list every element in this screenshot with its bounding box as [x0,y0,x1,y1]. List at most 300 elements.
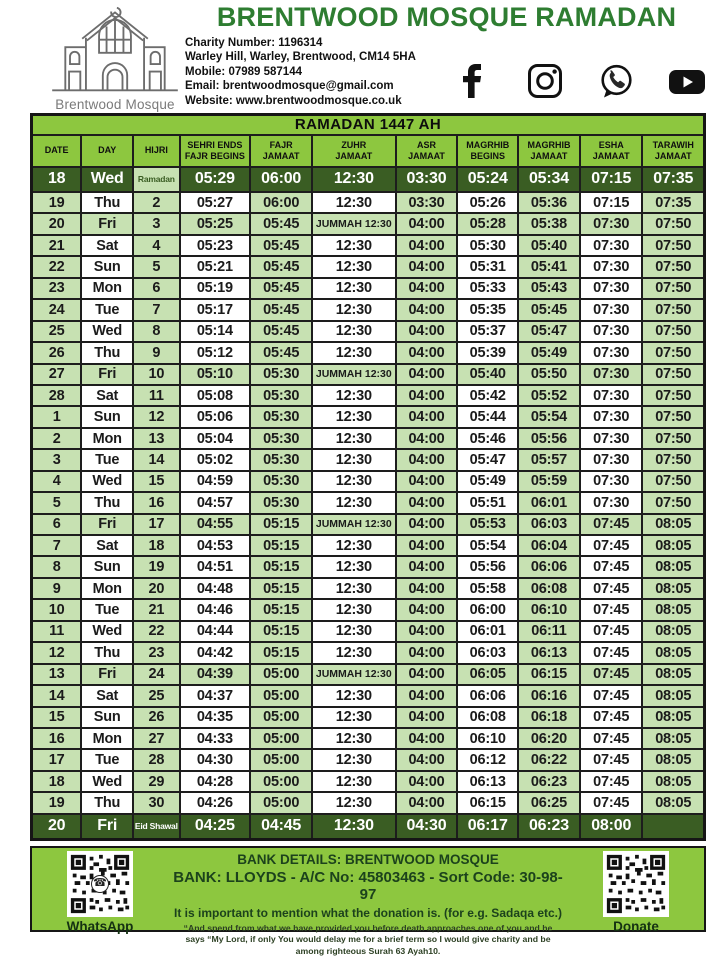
table-header-row [32,135,705,167]
fajr-cell: 05:45 [250,213,312,234]
day-cell: Tue [81,449,133,470]
tarawih-cell: 08:05 [642,707,704,728]
hijri-cell: 20 [133,578,179,599]
day-cell: Wed [81,771,133,792]
tarawih-cell: 07:35 [642,192,704,213]
zuhr-cell: 12:30 [312,749,395,770]
asr-cell: 04:00 [396,728,458,749]
asr-cell: 04:00 [396,578,458,599]
fajr-cell: 05:45 [250,321,312,342]
day-cell: Sun [81,707,133,728]
zuhr-cell: 12:30 [312,642,395,663]
date-cell: 28 [32,385,82,406]
magrhib-begins-cell: 06:03 [457,642,518,663]
magrhib-jamaat-cell: 05:41 [518,256,580,277]
tarawih-cell [642,814,704,840]
facebook-icon[interactable] [455,62,493,100]
magrhib-jamaat-cell: 06:23 [518,814,580,840]
asr-cell: 04:00 [396,364,458,385]
hijri-cell: 7 [133,299,179,320]
col-magrhib-begins [457,135,518,167]
magrhib-jamaat-cell: 06:01 [518,492,580,513]
fajr-cell: 06:00 [250,167,312,193]
table-row [32,642,705,663]
fajr-cell: 05:45 [250,256,312,277]
esha-cell: 08:00 [580,814,643,840]
col-label: BEGINS [470,150,505,161]
table-row [32,685,705,706]
sehri-cell: 05:17 [180,299,251,320]
magrhib-begins-cell: 05:44 [457,406,518,427]
col-label: DATE [44,145,69,156]
whatsapp-qr-block [36,850,164,934]
zuhr-cell: 12:30 [312,621,395,642]
date-cell: 20 [32,814,82,840]
esha-cell: 07:30 [580,278,643,299]
magrhib-begins-cell: 05:42 [457,385,518,406]
asr-cell: 04:00 [396,642,458,663]
hijri-cell: 22 [133,621,179,642]
date-cell: 25 [32,321,82,342]
donation-note: It is important to mention what the donation is. (for e.g. Sadaqa etc.) [173,906,563,920]
magrhib-begins-cell: 05:46 [457,428,518,449]
day-cell: Fri [81,664,133,685]
date-cell: 5 [32,492,82,513]
esha-cell: 07:30 [580,342,643,363]
day-cell: Sat [81,235,133,256]
col-date [32,135,82,167]
esha-cell: 07:30 [580,364,643,385]
day-cell: Sun [81,256,133,277]
zuhr-cell: 12:30 [312,535,395,556]
tarawih-cell: 07:50 [642,342,704,363]
fajr-cell: 05:30 [250,385,312,406]
day-cell: Sat [81,535,133,556]
magrhib-jamaat-cell: 06:06 [518,556,580,577]
magrhib-begins-cell: 06:13 [457,771,518,792]
day-cell: Tue [81,749,133,770]
table-row [32,278,705,299]
date-cell: 13 [32,664,82,685]
table-row [32,621,705,642]
magrhib-begins-cell: 05:28 [457,213,518,234]
zuhr-cell: 12:30 [312,321,395,342]
sehri-cell: 05:29 [180,167,251,193]
table-row [32,728,705,749]
esha-cell: 07:30 [580,299,643,320]
day-cell: Mon [81,728,133,749]
table-row [32,364,705,385]
zuhr-cell: 12:30 [312,471,395,492]
mobile-number: Mobile: 07989 587144 [185,65,302,78]
date-cell: 22 [32,256,82,277]
tarawih-cell: 07:50 [642,385,704,406]
day-cell: Wed [81,621,133,642]
bank-details-panel [30,846,706,956]
fajr-cell: 05:15 [250,514,312,535]
hijri-cell: 15 [133,471,179,492]
fajr-cell: 06:00 [250,192,312,213]
day-cell: Fri [81,514,133,535]
fajr-cell: 05:45 [250,342,312,363]
hijri-cell: Eid Shawal [133,814,179,840]
fajr-cell: 04:45 [250,814,312,840]
hijri-cell: 24 [133,664,179,685]
sehri-cell: 04:57 [180,492,251,513]
hijri-cell: 13 [133,428,179,449]
zuhr-cell: 12:30 [312,599,395,620]
tarawih-cell: 07:50 [642,321,704,342]
email: Email: brentwoodmosque@gmail.com [185,80,394,93]
zuhr-cell: JUMMAH 12:30 [312,664,395,685]
sehri-cell: 04:30 [180,749,251,770]
magrhib-jamaat-cell: 05:36 [518,192,580,213]
day-cell: Tue [81,599,133,620]
table-row [32,707,705,728]
col-label: MAGRHIB [466,139,510,150]
sehri-cell: 05:21 [180,256,251,277]
col-label: JAMAAT [335,150,373,161]
asr-cell: 04:00 [396,213,458,234]
asr-cell: 04:00 [396,256,458,277]
asr-cell: 04:00 [396,771,458,792]
whatsapp-qr-code[interactable] [67,851,133,917]
col-esha-jamaat [580,135,643,167]
zuhr-cell: 12:30 [312,428,395,449]
esha-cell: 07:45 [580,749,643,770]
col-label: JAMAAT [262,150,300,161]
table-row [32,514,705,535]
hijri-cell: 18 [133,535,179,556]
date-cell: 21 [32,235,82,256]
table-banner-row [32,115,705,135]
date-cell: 17 [32,749,82,770]
magrhib-begins-cell: 05:49 [457,471,518,492]
fajr-cell: 05:00 [250,685,312,706]
fajr-cell: 05:15 [250,642,312,663]
fajr-cell: 05:30 [250,471,312,492]
magrhib-jamaat-cell: 05:56 [518,428,580,449]
mosque-building-icon [44,4,186,94]
youtube-icon[interactable] [668,62,706,100]
magrhib-begins-cell: 05:30 [457,235,518,256]
sehri-cell: 04:39 [180,664,251,685]
magrhib-jamaat-cell: 06:13 [518,642,580,663]
charity-number: Charity Number: 1196314 [185,37,323,49]
hijri-cell: 26 [133,707,179,728]
col-label: TARAWIH [652,139,694,150]
quran-quote: “And spend from what we have provided you before death approaches one of you and he says “My Lord, if only You would delay me for a brief term so I would give charity and be among righteous Surah 63 Ayah10. [183,923,553,956]
zuhr-cell: 12:30 [312,792,395,813]
magrhib-begins-cell: 05:37 [457,321,518,342]
esha-cell: 07:30 [580,235,643,256]
table-row [32,792,705,813]
esha-cell: 07:45 [580,578,643,599]
hijri-cell: Ramadan [133,167,179,193]
col-magrhib-jamaat [518,135,580,167]
table-row [32,599,705,620]
table-row [32,471,705,492]
day-cell: Thu [81,642,133,663]
magrhib-begins-cell: 05:51 [457,492,518,513]
sehri-cell: 04:59 [180,471,251,492]
asr-cell: 04:00 [396,449,458,470]
tarawih-cell: 07:50 [642,471,704,492]
fajr-cell: 05:30 [250,406,312,427]
sehri-cell: 05:10 [180,364,251,385]
esha-cell: 07:45 [580,599,643,620]
day-cell: Wed [81,321,133,342]
table-row [32,749,705,770]
instagram-icon[interactable] [526,62,564,100]
date-cell: 20 [32,213,82,234]
address: Warley Hill, Warley, Brentwood, CM14 5HA [185,51,416,64]
esha-cell: 07:45 [580,642,643,663]
donate-label: Donate [613,919,659,934]
magrhib-jamaat-cell: 05:47 [518,321,580,342]
ramadan-timetable [30,113,706,841]
day-cell: Fri [81,213,133,234]
col-hijri [133,135,179,167]
table-row [32,449,705,470]
sehri-cell: 04:46 [180,599,251,620]
tarawih-cell: 08:05 [642,514,704,535]
whatsapp-phone-icon: ☎ [91,875,109,893]
fajr-cell: 05:00 [250,707,312,728]
tarawih-cell: 08:05 [642,621,704,642]
day-cell: Fri [81,364,133,385]
hijri-cell: 6 [133,278,179,299]
date-cell: 6 [32,514,82,535]
zuhr-cell: 12:30 [312,556,395,577]
hijri-cell: 16 [133,492,179,513]
asr-cell: 04:00 [396,792,458,813]
col-label: FAJR [269,139,293,150]
day-cell: Mon [81,578,133,599]
sehri-cell: 05:02 [180,449,251,470]
fajr-cell: 05:00 [250,749,312,770]
date-cell: 19 [32,192,82,213]
fajr-cell: 05:30 [250,364,312,385]
esha-cell: 07:45 [580,664,643,685]
asr-cell: 04:00 [396,514,458,535]
date-cell: 12 [32,642,82,663]
hijri-cell: 3 [133,213,179,234]
tarawih-cell: 08:05 [642,685,704,706]
col-label: JAMAAT [654,150,692,161]
sehri-cell: 05:12 [180,342,251,363]
tarawih-cell: 07:50 [642,278,704,299]
date-cell: 16 [32,728,82,749]
table-row [32,385,705,406]
hijri-cell: 28 [133,749,179,770]
magrhib-begins-cell: 05:24 [457,167,518,193]
header [30,2,708,112]
magrhib-begins-cell: 06:00 [457,599,518,620]
fajr-cell: 05:15 [250,578,312,599]
magrhib-begins-cell: 06:05 [457,664,518,685]
esha-cell: 07:30 [580,428,643,449]
tarawih-cell: 08:05 [642,578,704,599]
sehri-cell: 05:25 [180,213,251,234]
mosque-logo [40,4,190,112]
hijri-cell: 23 [133,642,179,663]
esha-cell: 07:30 [580,406,643,427]
zuhr-cell: 12:30 [312,385,395,406]
zuhr-cell: 12:30 [312,685,395,706]
fajr-cell: 05:45 [250,278,312,299]
magrhib-jamaat-cell: 06:23 [518,771,580,792]
esha-cell: 07:45 [580,792,643,813]
hijri-cell: 2 [133,192,179,213]
asr-cell: 04:00 [396,749,458,770]
hijri-cell: 9 [133,342,179,363]
magrhib-jamaat-cell: 05:38 [518,213,580,234]
date-cell: 19 [32,792,82,813]
magrhib-jamaat-cell: 06:04 [518,535,580,556]
table-row [32,235,705,256]
esha-cell: 07:45 [580,728,643,749]
col-asr-jamaat [396,135,458,167]
date-cell: 1 [32,406,82,427]
asr-cell: 04:00 [396,685,458,706]
bank-account-line: BANK: LLOYDS - A/C No: 45803463 - Sort Code: 30-98-97 [173,869,563,903]
tarawih-cell: 08:05 [642,792,704,813]
magrhib-jamaat-cell: 06:08 [518,578,580,599]
sehri-cell: 04:26 [180,792,251,813]
zuhr-cell: 12:30 [312,167,395,193]
zuhr-cell: 12:30 [312,299,395,320]
asr-cell: 04:00 [396,385,458,406]
asr-cell: 04:00 [396,535,458,556]
day-cell: Thu [81,342,133,363]
hijri-cell: 10 [133,364,179,385]
magrhib-begins-cell: 05:35 [457,299,518,320]
tarawih-cell: 07:50 [642,213,704,234]
table-row [32,167,705,193]
donate-qr-block [572,850,700,934]
fajr-cell: 05:15 [250,599,312,620]
hijri-cell: 27 [133,728,179,749]
day-cell: Fri [81,814,133,840]
fajr-cell: 05:00 [250,792,312,813]
zuhr-cell: 12:30 [312,278,395,299]
asr-cell: 04:00 [396,278,458,299]
sehri-cell: 05:23 [180,235,251,256]
bank-details-title: BANK DETAILS: BRENTWOOD MOSQUE [237,852,499,867]
esha-cell: 07:45 [580,771,643,792]
zuhr-cell: 12:30 [312,728,395,749]
date-cell: 11 [32,621,82,642]
date-cell: 15 [32,707,82,728]
magrhib-begins-cell: 06:17 [457,814,518,840]
date-cell: 18 [32,771,82,792]
magrhib-jamaat-cell: 05:52 [518,385,580,406]
col-sehri-ends-fajr-begins [180,135,251,167]
col-day [81,135,133,167]
table-row [32,428,705,449]
magrhib-begins-cell: 06:12 [457,749,518,770]
asr-cell: 04:00 [396,321,458,342]
tarawih-cell: 07:50 [642,256,704,277]
social-icons [455,62,706,100]
col-tarawih-jamaat [642,135,704,167]
magrhib-begins-cell: 05:47 [457,449,518,470]
zuhr-cell: JUMMAH 12:30 [312,213,395,234]
sehri-cell: 05:06 [180,406,251,427]
donate-qr-code[interactable] [603,851,669,917]
magrhib-begins-cell: 06:10 [457,728,518,749]
sehri-cell: 05:14 [180,321,251,342]
col-label: JAMAAT [530,150,568,161]
esha-cell: 07:45 [580,514,643,535]
asr-cell: 04:00 [396,299,458,320]
asr-cell: 04:00 [396,556,458,577]
esha-cell: 07:30 [580,385,643,406]
magrhib-jamaat-cell: 06:16 [518,685,580,706]
magrhib-jamaat-cell: 06:25 [518,792,580,813]
date-cell: 14 [32,685,82,706]
sehri-cell: 04:51 [180,556,251,577]
sehri-cell: 05:19 [180,278,251,299]
date-cell: 3 [32,449,82,470]
esha-cell: 07:30 [580,449,643,470]
asr-cell: 04:00 [396,621,458,642]
table-row [32,578,705,599]
magrhib-jamaat-cell: 06:22 [518,749,580,770]
sehri-cell: 04:42 [180,642,251,663]
fajr-cell: 05:00 [250,664,312,685]
esha-cell: 07:45 [580,685,643,706]
fajr-cell: 05:30 [250,449,312,470]
sehri-cell: 05:08 [180,385,251,406]
sehri-cell: 05:04 [180,428,251,449]
asr-cell: 03:30 [396,192,458,213]
zuhr-cell: 12:30 [312,771,395,792]
zuhr-cell: 12:30 [312,192,395,213]
day-cell: Sun [81,406,133,427]
table-row [32,492,705,513]
table-row [32,213,705,234]
whatsapp-icon[interactable] [597,62,635,100]
table-row [32,321,705,342]
website: Website: www.brentwoodmosque.co.uk [185,94,402,107]
table-row [32,535,705,556]
date-cell: 10 [32,599,82,620]
asr-cell: 04:00 [396,235,458,256]
esha-cell: 07:30 [580,471,643,492]
date-cell: 24 [32,299,82,320]
magrhib-jamaat-cell: 05:43 [518,278,580,299]
day-cell: Sat [81,685,133,706]
magrhib-jamaat-cell: 06:03 [518,514,580,535]
magrhib-jamaat-cell: 06:20 [518,728,580,749]
hijri-cell: 29 [133,771,179,792]
banner-title: RAMADAN 1447 AH [32,115,705,135]
hijri-cell: 21 [133,599,179,620]
date-cell: 4 [32,471,82,492]
asr-cell: 04:00 [396,342,458,363]
zuhr-cell: 12:30 [312,449,395,470]
hijri-cell: 12 [133,406,179,427]
zuhr-cell: JUMMAH 12:30 [312,514,395,535]
date-cell: 18 [32,167,82,193]
hijri-cell: 4 [133,235,179,256]
date-cell: 2 [32,428,82,449]
table-row [32,814,705,840]
zuhr-cell: 12:30 [312,578,395,599]
fajr-cell: 05:45 [250,235,312,256]
